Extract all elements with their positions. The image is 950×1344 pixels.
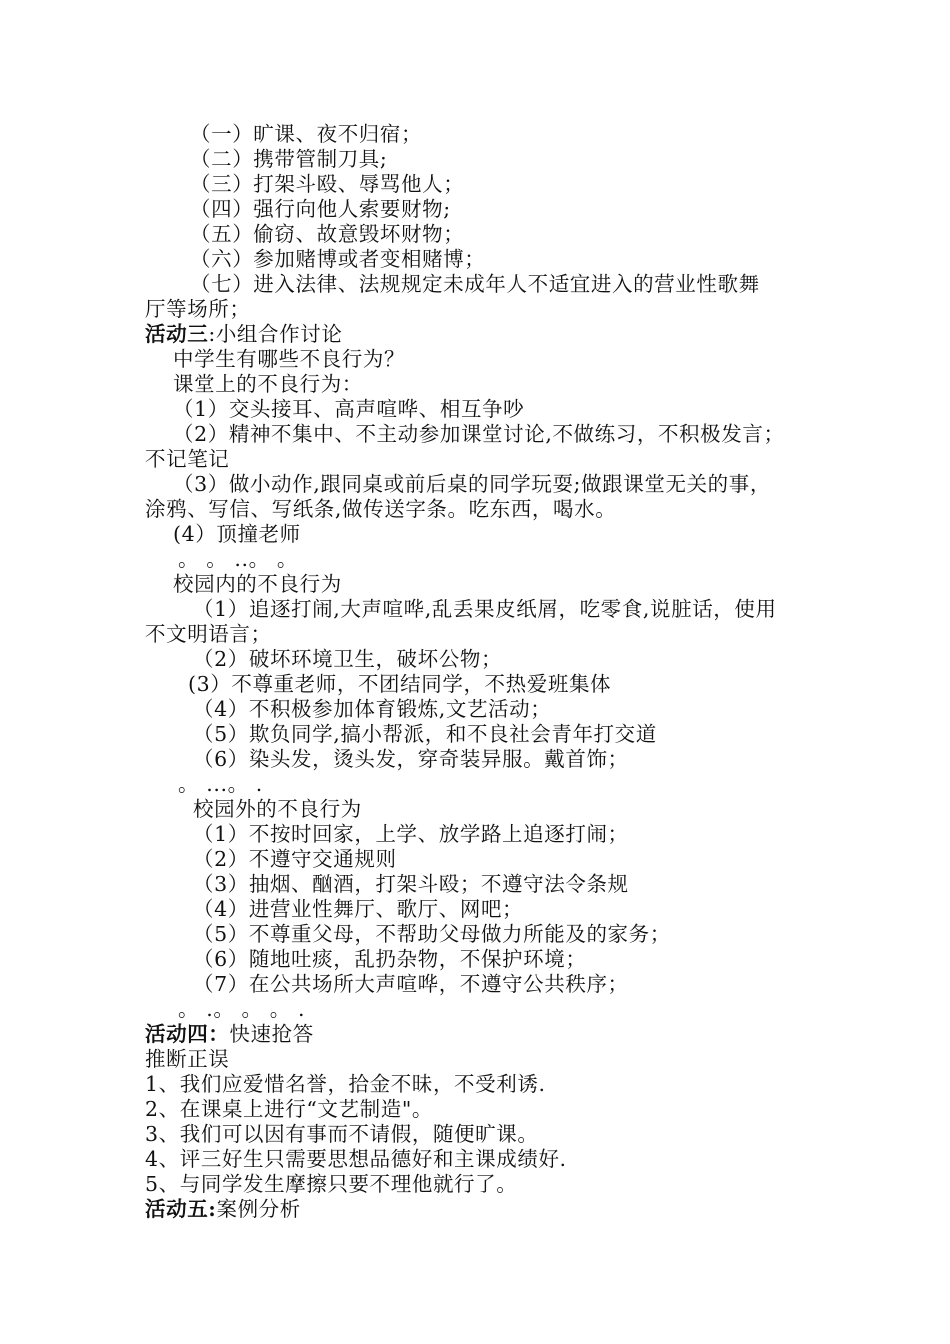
text-line: （5）不尊重父母，不帮助父母做力所能及的家务； xyxy=(193,922,671,946)
text-line: （6）随地吐痰，乱扔杂物，不保护环境； xyxy=(193,947,587,971)
text-line: (4）顶撞老师 xyxy=(173,522,301,546)
text-line: （3）做小动作,跟同桌或前后桌的同学玩耍;做跟课堂无关的事， xyxy=(173,472,771,496)
text-line: 3、我们可以因有事而不请假，随便旷课。 xyxy=(145,1122,539,1146)
text-line: （1）追逐打闹,大声喧哗,乱丢果皮纸屑，吃零食,说脏话，使用 xyxy=(193,597,777,621)
text-line: 1、我们应爱惜名誉，拾金不昧，不受利诱. xyxy=(145,1072,546,1096)
text-line: （七）进入法律、法规规定未成年人不适宜进入的营业性歌舞 xyxy=(190,272,760,296)
heading-text: 快速抢答 xyxy=(229,1022,314,1046)
text-line: 。 .。 。 。 . xyxy=(178,997,306,1021)
heading-label: 活动三 xyxy=(145,322,209,346)
text-line: （六）参加赌博或者变相赌博； xyxy=(190,247,486,271)
text-line: 校园内的不良行为 xyxy=(173,572,342,596)
text-line: 。 ...。 . xyxy=(178,772,263,796)
text-line: （1）交头接耳、高声喧哗、相互争吵 xyxy=(173,397,525,421)
text-line: 不文明语言； xyxy=(145,622,272,646)
text-line: （2）精神不集中、不主动参加课堂讨论,不做练习，不积极发言； xyxy=(173,422,785,446)
text-line: 课堂上的不良行为： xyxy=(173,372,363,396)
text-line: （5）欺负同学,搞小帮派，和不良社会青年打交道 xyxy=(193,722,657,746)
section-heading xyxy=(145,1197,301,1221)
text-line: 推断正误 xyxy=(145,1047,230,1071)
text-line: 校园外的不良行为 xyxy=(193,797,362,821)
section-heading xyxy=(145,322,342,346)
text-line: （6）染头发，烫头发，穿奇装异服。戴首饰； xyxy=(193,747,629,771)
section-heading xyxy=(145,1022,314,1046)
text-line: (3）不尊重老师，不团结同学，不热爱班集体 xyxy=(188,672,612,696)
text-line: 5、与同学发生摩擦只要不理他就行了。 xyxy=(145,1172,518,1196)
text-line: （一）旷课、夜不归宿； xyxy=(190,122,423,146)
text-line: （二）携带管制刀具; xyxy=(190,147,388,171)
text-line: 涂鸦、写信、写纸条,做传送字条。吃东西，喝水。 xyxy=(145,497,617,521)
heading-text: 案例分析 xyxy=(216,1197,301,1221)
heading-label: 活动五: xyxy=(145,1197,217,1221)
text-line: （4）进营业性舞厅、歌厅、网吧； xyxy=(193,897,524,921)
text-line: 不记笔记 xyxy=(145,447,230,471)
text-line: （三）打架斗殴、辱骂他人； xyxy=(190,172,465,196)
text-line: 厅等场所； xyxy=(145,297,251,321)
text-line: 4、评三好生只需要思想品德好和主课成绩好. xyxy=(145,1147,567,1171)
text-line: （五）偷窃、故意毁坏财物； xyxy=(190,222,465,246)
text-line: 2、在课桌上进行“文艺制造"。 xyxy=(145,1097,433,1121)
text-line: （3）抽烟、酗酒，打架斗殴；不遵守法令条规 xyxy=(193,872,629,896)
heading-text: :小组合作讨论 xyxy=(208,322,343,346)
text-line: 中学生有哪些不良行为？ xyxy=(173,347,406,371)
text-line: （四）强行向他人索要财物; xyxy=(190,197,451,221)
heading-label: 活动四： xyxy=(145,1022,230,1046)
text-line: 。 。 ..。 。 xyxy=(178,547,298,571)
text-line: （2）不遵守交通规则 xyxy=(193,847,397,871)
text-line: （7）在公共场所大声喧哗，不遵守公共秩序； xyxy=(193,972,629,996)
text-line: （1）不按时回家，上学、放学路上追逐打闹； xyxy=(193,822,629,846)
text-line: （4）不积极参加体育锻炼,文艺活动； xyxy=(193,697,552,721)
text-line: （2）破坏环境卫生，破坏公物； xyxy=(193,647,503,671)
